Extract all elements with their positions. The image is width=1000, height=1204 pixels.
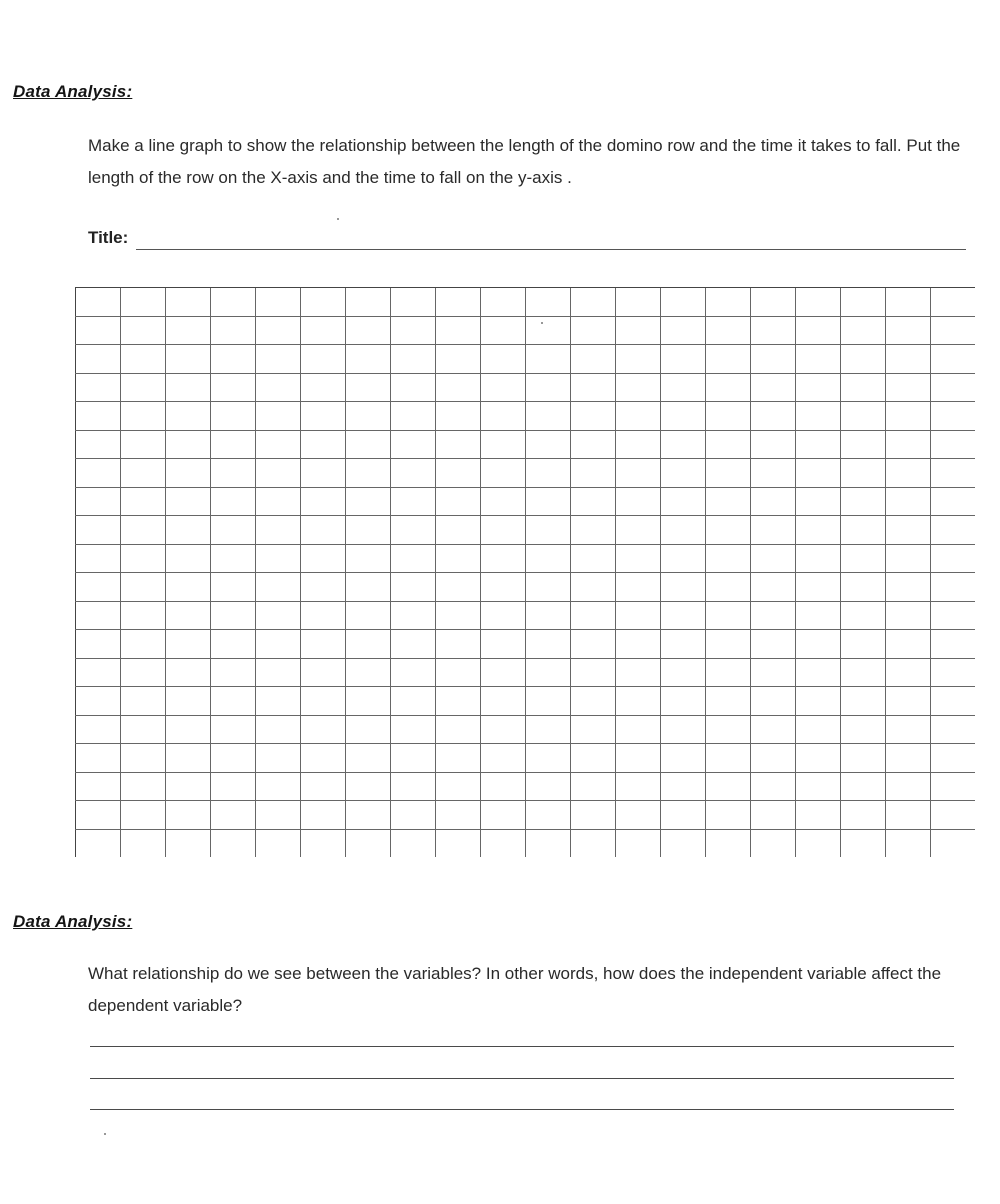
graph-grid[interactable] xyxy=(75,287,975,857)
title-input[interactable] xyxy=(140,228,962,248)
answer-line-1[interactable] xyxy=(90,1030,954,1047)
answer-line-3[interactable] xyxy=(90,1093,954,1110)
graph-instructions: Make a line graph to show the relationship between the length of the domino row and the time it takes to fall. Put the length of the row on the X-axis and the time to fall on the y-axis . xyxy=(88,136,961,187)
answer-input-1[interactable] xyxy=(90,1031,954,1045)
analysis-question: What relationship do we see between the variables? In other words, how does the independent variable affect the dependent variable? xyxy=(88,964,942,1015)
section2-heading: Data Analysis: xyxy=(13,912,133,931)
scan-speck xyxy=(337,218,339,220)
scan-speck xyxy=(541,322,543,324)
section1-heading: Data Analysis: xyxy=(13,82,133,101)
scan-speck xyxy=(104,1133,106,1135)
answer-input-2[interactable] xyxy=(90,1063,954,1077)
title-label: Title: xyxy=(88,228,129,247)
title-field-row xyxy=(88,228,966,252)
answer-input-3[interactable] xyxy=(90,1094,954,1108)
title-underline xyxy=(136,249,966,250)
answer-line-2[interactable] xyxy=(90,1062,954,1079)
